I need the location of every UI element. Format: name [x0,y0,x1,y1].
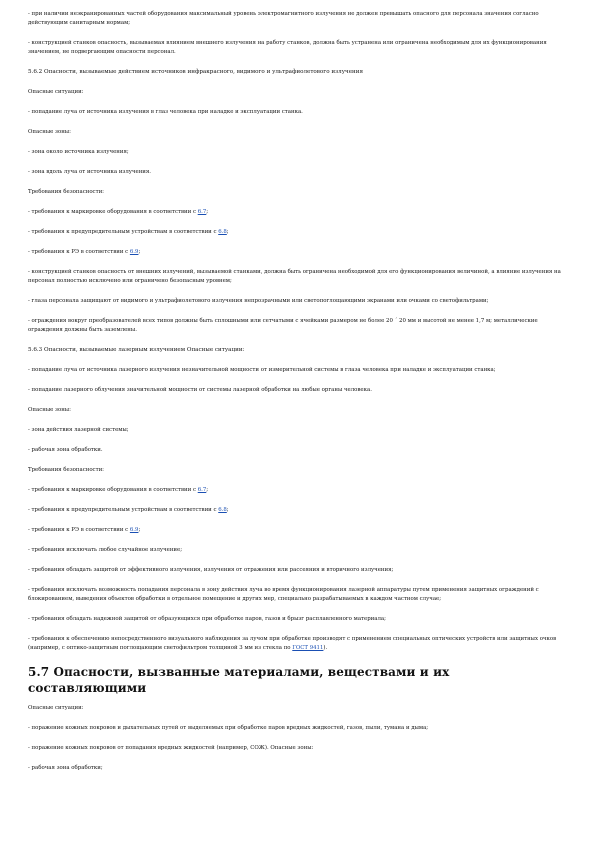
paragraph: - ограждения вокруг преобразователей всех типов должны быть сплошными или сетчатыми с ячейками размером не более 20 ´ 20 мм и высотой не менее 1,7 м; металлические ограждения должны быть заземлены. [28,318,538,333]
subsection-heading: 5.6.3 Опасности, вызываемые лазерным излучением Опасные ситуации: [28,347,245,353]
clause-link[interactable]: 6.7 [197,487,207,493]
paragraph-text: - требования к маркировке оборудования в соответствии с [28,209,198,215]
paragraph-with-link [28,635,568,653]
clause-link[interactable]: 6.9 [129,249,139,255]
paragraph-tail: ; [138,249,141,255]
paragraph-tail: ; [226,507,229,513]
paragraph: - попадание лазерного облучения значительной мощности от системы лазерной обработки на любые органы человека. [28,387,372,393]
paragraph-with-link [28,248,568,257]
standard-link[interactable]: ГОСТ 9411 [292,645,324,651]
paragraph-tail: ; [138,527,141,533]
section-heading: 5.7 Опасности, вызванные материалами, веществами и их составляющими [28,665,450,695]
paragraph: - поражение кожных покровов от попадания вредных жидкостей (например, СОЖ). Опасные зоны: [28,745,314,751]
paragraph: Опасные ситуации: [28,705,84,711]
subsection-heading: 5.6.2 Опасности, вызываемые действием источников инфракрасного, видимого и ультрафиолетового излучения [28,69,363,75]
paragraph: Требования безопасности: [28,467,104,473]
clause-link[interactable]: 6.9 [129,527,139,533]
paragraph: Опасные ситуации: [28,89,84,95]
paragraph: - глаза персонала защищают от видимого и ультрафиолетового излучения непрозрачными или светопоглощающими экранами или очками со светофильтрами; [28,298,489,304]
paragraph-tail: ; [206,209,209,215]
clause-link[interactable]: 6.8 [218,507,227,513]
paragraph: - конструкцией станков опасность от внешних излучений, вызываемой станками, должна быть ограничена необходимой для его функционирования величиной, а влияние излучения на персонал полностью исключено или ограничено безопасным уровнем; [28,269,561,284]
paragraph: - требования обладать защитой от эффективного излучения, излучения от отражения или рассеяния и вторичного излучения; [28,567,394,573]
paragraph-with-link [28,486,568,495]
paragraph: - зона около источника излучения; [28,149,129,155]
paragraph: - при наличии неэкранированных частей оборудования максимальный уровень электромагнитного излучения не должен превышать опасного для персонала значения согласно действующим санитарным нормам; [28,11,539,26]
paragraph: - попадание луча от источника лазерного излучения незначительной мощности от измерительной системы в глаза человека при наладке и эксплуатации станка; [28,367,496,373]
paragraph: - зона действия лазерной системы; [28,427,129,433]
paragraph-tail: ; [206,487,209,493]
paragraph: Опасные зоны: [28,407,71,413]
paragraph-text: - требования к РЭ в соответствии с [28,249,130,255]
paragraph: - требования обладать надежной защитой от образующихся при обработке паров, газов и брызг расплавленного материала; [28,616,386,622]
paragraph: - требования исключать любое случайное излучение; [28,547,183,553]
paragraph-text: - требования к предупредительным устройствам в соответствии с [28,507,219,513]
paragraph: Опасные зоны: [28,129,71,135]
document-page [28,10,568,784]
paragraph-text: - требования к РЭ в соответствии с [28,527,130,533]
paragraph: - рабочая зона обработки. [28,447,103,453]
paragraph: - требования исключать возможность попадания персонала в зону действия луча во время функционирования лазерной аппаратуры путем применения защитных ограждений с блокированием, выведения объектов обработки в отдельное помещение и других мер, специально разрабатываемых в каждом частном случае; [28,587,539,602]
paragraph-text: - требования к предупредительным устройствам в соответствии с [28,229,219,235]
paragraph-with-link [28,526,568,535]
clause-link[interactable]: 6.8 [218,229,227,235]
paragraph: - рабочая зона обработки; [28,765,103,771]
clause-link[interactable]: 6.7 [197,209,207,215]
paragraph: - зона вдоль луча от источника излучения. [28,169,152,175]
paragraph-tail: ; [226,229,229,235]
paragraph: - попадание луча от источника излучения в глаз человека при наладке и эксплуатации станка. [28,109,303,115]
paragraph-tail: ). [323,645,328,651]
paragraph: - поражение кожных покровов и дыхательных путей от выделяемых при обработке паров вредных жидкостей, газов, пыли, тумана и дыма; [28,725,429,731]
paragraph-with-link [28,228,568,237]
paragraph-with-link [28,506,568,515]
paragraph-text: - требования к обеспечению непосредственного визуального наблюдения за лучом при обработке производят с применением специальных оптических устройств или защитных очков (например, с оптико-защитным поглощающим светофильтром толщиной 3 мм из стекла по [28,636,557,651]
paragraph-with-link [28,208,568,217]
paragraph-text: - требования к маркировке оборудования в соответствии с [28,487,198,493]
paragraph: Требования безопасности: [28,189,104,195]
paragraph: - конструкцией станков опасность, вызываемая влиянием внешнего излучения на работу станков, должна быть устранена или ограничена необходимым для их функционирования значением, не подвергающим опасности персонал. [28,40,547,55]
